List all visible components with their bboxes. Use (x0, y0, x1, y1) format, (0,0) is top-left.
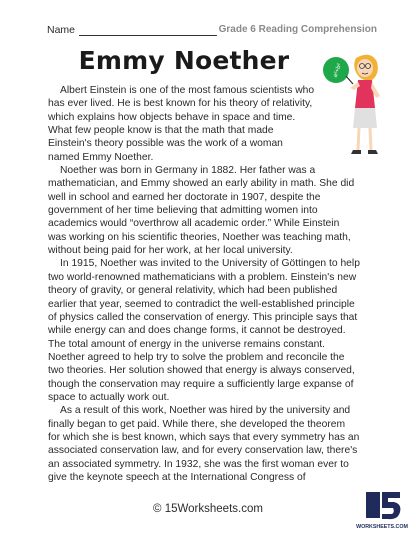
15worksheets-logo-icon (356, 488, 408, 534)
footer-copyright: © 15Worksheets.com (153, 503, 263, 515)
text-line: without being paid for her work, at her local university. (48, 245, 293, 257)
name-label: Name (47, 24, 76, 36)
paragraph-1 (48, 84, 333, 164)
text-line: earlier that year, seemed to contradict the well-established principle (48, 298, 355, 310)
text-line: an associated symmetry. In 1932, she was the first woman ever to (48, 458, 349, 470)
text-line: As a result of this work, Noether was hired by the university and (60, 405, 351, 417)
paragraph-4 (48, 404, 360, 484)
name-blank-line[interactable] (79, 35, 217, 36)
text-line: while energy can and does change forms, it cannot be destroyed. (48, 325, 346, 337)
logo-wordmark: WORKSHEETS.COM (356, 524, 408, 530)
text-line: Noether agreed to help try to solve the problem and reconcile the (48, 351, 345, 363)
green-balloon-icon (323, 57, 349, 83)
text-line: In 1915, Noether was invited to the University of Göttingen to help (60, 258, 360, 270)
text-line: two world-renowned mathematicians with a problem. Einstein's new (48, 271, 357, 283)
text-line: finally began to get paid. While there, she developed the theorem (48, 418, 346, 430)
text-line: has ever lived. He is best known for his theory of relativity, (48, 98, 313, 110)
text-line: Einstein's theory possible was the work of a woman (48, 138, 283, 150)
text-line: Noether was born in Germany in 1882. Her father was a (60, 165, 316, 177)
text-line: Albert Einstein is one of the most famous scientists who (60, 85, 315, 96)
text-line: associated conservation law, and for every conservation law, there's (48, 445, 358, 457)
text-line: What few people know is that the math that made (48, 125, 274, 137)
text-line: academics would “overthrow all academic order.” While Einstein (48, 218, 340, 230)
text-line: though the conservation may require a sufficiently large expanse of (48, 378, 354, 390)
text-line: which explains how objects behave in space and time. (48, 111, 296, 123)
text-line: for which she is best known, which says that every symmetry has an (48, 431, 360, 443)
text-line: named Emmy Noether. (48, 151, 154, 163)
reading-passage (48, 84, 360, 484)
balloon-formula: a²+b² (332, 62, 344, 79)
text-line: mathematician, and Emmy showed an early ability in math. She did (48, 178, 355, 190)
text-line: space to actually work out. (48, 391, 170, 403)
paragraph-2 (48, 164, 355, 257)
text-line: well in school and earned her doctorate in 1907, despite the (48, 191, 321, 203)
text-line: theory of gravity, or general relativity, which had been published (48, 285, 338, 297)
text-line: give the keynote speech at the International Congress of (48, 471, 306, 483)
text-line: of physics called the conservation of energy. This principle says that (48, 311, 358, 323)
text-line: was working on his scientific theories, Noether was teaching math, (48, 231, 351, 243)
text-line: The total amount of energy in the universe remains constant. (48, 338, 326, 350)
worksheet-header (47, 24, 377, 38)
paragraph-3 (48, 257, 360, 404)
page-title: Emmy Noether (78, 46, 290, 75)
text-line: government of her time believing that admitting women into (48, 205, 318, 217)
text-line: two theories. Her solution showed that energy is always conserved, (48, 365, 355, 377)
subject-label: Grade 6 Reading Comprehension (218, 24, 377, 35)
